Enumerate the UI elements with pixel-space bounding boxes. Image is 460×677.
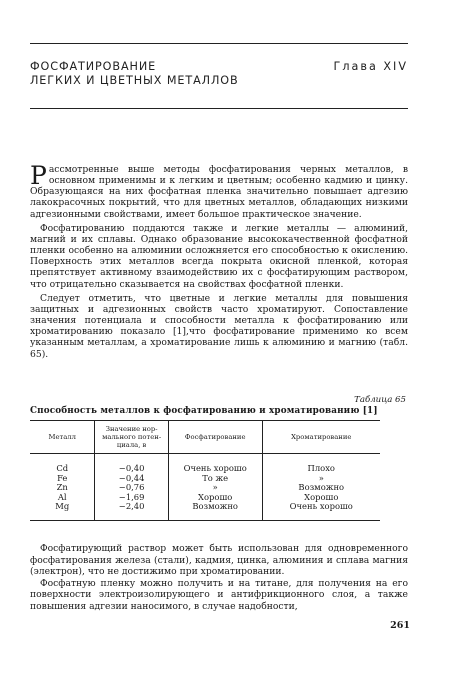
bottom-rule: [30, 108, 408, 109]
chapter-title-line2: ЛЕГКИХ И ЦВЕТНЫХ МЕТАЛЛОВ: [30, 74, 239, 87]
top-rule: [30, 43, 408, 44]
table-title: Способность металлов к фосфатированию и хроматированию [1]: [30, 406, 378, 416]
cell-phosphating: »: [168, 483, 262, 493]
cell-chromating: Плохо: [262, 464, 380, 474]
cell-potential: −2,40: [95, 502, 168, 520]
cell-metal: Al: [57, 491, 67, 502]
cell-phosphating: Возможно: [168, 502, 262, 520]
header-potential: Значение нор- мального потен- циала, в: [95, 421, 168, 454]
cell-potential: −0,40: [95, 464, 168, 474]
cell-chromating: »: [262, 474, 380, 484]
page-number: 261: [390, 620, 410, 631]
chapter-number: Глава XIV: [333, 60, 408, 73]
header-phosphating: Фосфатирование: [168, 421, 262, 454]
paragraph-4: Фосфатирующий раствор может быть использован для одновременного фосфатирования железа (стали), кадмия, цинка, алюминия и сплава магния (электрон), что не достижимо при хроматировании.: [30, 543, 408, 578]
cell-potential: −0,76: [95, 483, 168, 493]
paragraph-1: [30, 161, 408, 220]
cell-chromating: Хорошо: [262, 493, 380, 503]
paragraph-2: Фосфатированию поддаются также и легкие металлы — алюминий, магний и их сплавы. Однако образование высококачественной фосфатной пленки особенно на алюминии осложняется его способностью к окислению. Поверхность этих металлов всегда покрыта окисной пленкой, которая препятствует активному взаимодействию их с фосфатирующим раствором, что отрицательно сказывается на свойствах фосфатной пленки.: [30, 222, 408, 290]
header-metal: Металл: [30, 421, 95, 454]
table-caption: Таблица 65: [354, 395, 406, 405]
paragraph-1-text: ассмотренные выше методы фосфатирования черных металлов, в основном применимы и к легким и цветным; особенно кадмию и цинку. Образующаяся на них фосфатная пленка значительно повышает адгезию лакокрасочных покрытий, что для цветных металлов, обладающих низкими адгезионными свойствами, имеет большое практическое значение.: [30, 164, 408, 220]
table-row: [30, 502, 380, 520]
paragraph-5: Фосфатную пленку можно получить и на титане, для получения на его поверхности электроизолирующего и антифрикционного слоя, а также повышения адгезии наносимого, в случае надобности,: [30, 577, 408, 612]
header-chromating: Хроматирование: [262, 421, 380, 454]
data-table: [30, 420, 380, 521]
chapter-title-line1: ФОСФАТИРОВАНИЕ: [30, 60, 157, 73]
paragraph-3: Следует отметить, что цветные и легкие металлы для повышения защитных и адгезионных свойств часто хроматируют. Сопоставление значения потенциала и способности металла к фосфатированию или хроматированию показало [1],что фосфатирование применимо ко всем указанным металлам, а хроматирование лишь к алюминию и магнию (табл. 65).: [30, 292, 408, 360]
body-text: [30, 161, 408, 363]
cell-phosphating: То же: [168, 474, 262, 484]
cell-potential: −0,44: [95, 474, 168, 484]
cell-phosphating: Очень хорошо: [168, 464, 262, 474]
cell-chromating: Очень хорошо: [262, 502, 380, 520]
cell-chromating: Возможно: [262, 483, 380, 493]
cell-metal: Fe: [57, 472, 68, 483]
cell-metal: Zn: [56, 482, 68, 492]
cell-metal: Cd: [56, 463, 69, 473]
body-text-continued: [30, 543, 408, 613]
cell-phosphating: Хорошо: [168, 493, 262, 503]
drop-cap: Р: [30, 161, 47, 190]
book-page: [30, 0, 410, 677]
cell-potential: −1,69: [95, 493, 168, 503]
chapter-title: [30, 60, 290, 88]
cell-metal: Mg: [30, 502, 95, 520]
